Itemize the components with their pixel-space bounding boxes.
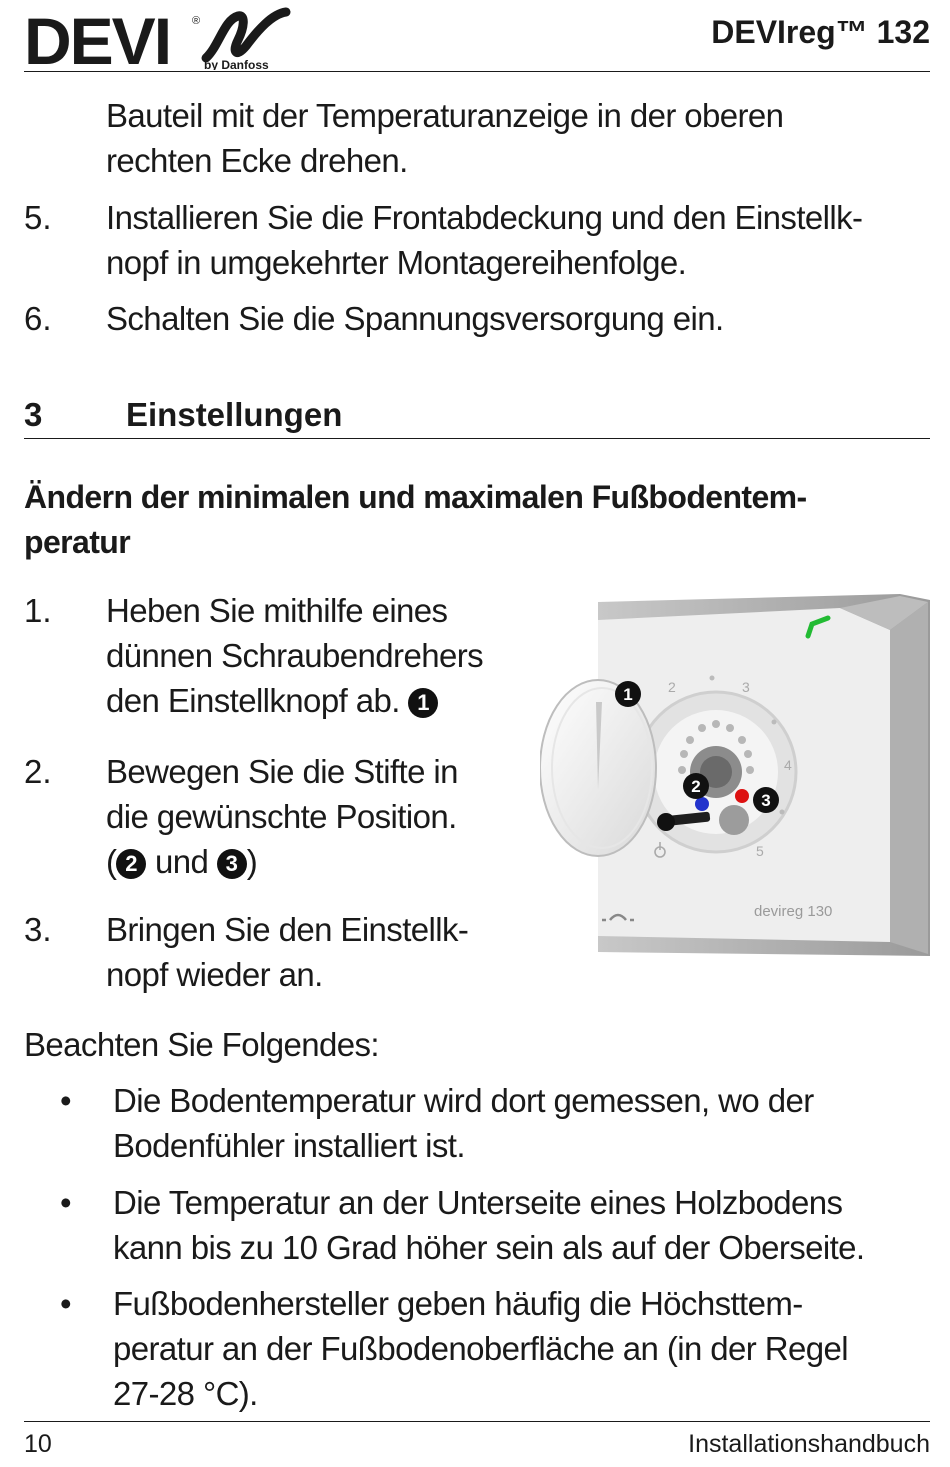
logo-subtitle: by Danfoss	[204, 58, 269, 70]
settings-step-text: Heben Sie mithilfe eines	[106, 592, 448, 629]
settings-step-text: Bewegen Sie die Stifte in	[106, 753, 458, 790]
callout-3-badge: 3	[217, 849, 247, 879]
settings-step-number: 2.	[24, 753, 52, 790]
header-rule	[24, 71, 930, 72]
settings-step-number: 1.	[24, 592, 52, 629]
section-rule	[24, 438, 930, 439]
und-text: und	[146, 843, 217, 880]
dial-number: 5	[756, 843, 764, 859]
notes-intro: Beachten Sie Folgendes:	[24, 1026, 379, 1063]
danfoss-wave-icon	[206, 12, 286, 58]
logo-registered-mark: ®	[192, 15, 201, 27]
callout-3-marker	[753, 787, 779, 813]
continuation-line-2: rechten Ecke drehen.	[106, 142, 408, 179]
thermostat-illustration	[540, 590, 932, 960]
footer-rule	[24, 1421, 930, 1422]
settings-step-text: die gewünschte Position.	[106, 798, 457, 835]
callout-2-marker	[683, 773, 709, 799]
subsection-title-line-1: Ändern der minimalen und maximalen Fußbodentem-	[24, 479, 807, 515]
section-number: 3	[24, 396, 43, 433]
callout-1-badge: 1	[408, 688, 438, 718]
bullet-icon: •	[60, 1285, 72, 1322]
settings-step-text: nopf wieder an.	[106, 956, 323, 993]
subsection-title	[24, 475, 924, 565]
dial-number: 2	[668, 679, 676, 695]
paren-close: )	[246, 843, 258, 880]
dial-number: 4	[784, 757, 792, 773]
subsection-title-line-2: peratur	[24, 524, 131, 560]
note-text: 27-28 °C).	[113, 1375, 258, 1412]
settings-step-number: 3.	[24, 911, 52, 948]
svg-text:1: 1	[623, 685, 633, 704]
document-title: Installationshandbuch	[688, 1430, 930, 1458]
callout-1-marker	[615, 681, 641, 707]
note-text: Die Temperatur an der Unterseite eines Holzbodens	[113, 1184, 843, 1221]
settings-step-callouts	[106, 839, 257, 884]
install-step-number: 6.	[24, 300, 52, 337]
note-text: Die Bodentemperatur wird dort gemessen, wo der	[113, 1082, 814, 1119]
continuation-line-1: Bauteil mit der Temperaturanzeige in der oberen	[106, 97, 784, 134]
bullet-icon: •	[60, 1082, 72, 1119]
page-number: 10	[24, 1430, 52, 1458]
install-step-text: nopf in umgekehrter Montagereihenfolge.	[106, 244, 687, 281]
device-label: devireg 130	[754, 903, 833, 920]
svg-text:3: 3	[761, 791, 771, 810]
note-text: kann bis zu 10 Grad höher sein als auf der Oberseite.	[113, 1229, 865, 1266]
product-name: DEVIreg™ 132	[711, 14, 930, 50]
svg-text:2: 2	[691, 777, 701, 796]
note-text: peratur an der Fußbodenoberfläche an (in der Regel	[113, 1330, 848, 1367]
note-text: Bodenfühler installiert ist.	[113, 1127, 465, 1164]
settings-step-text: dünnen Schraubendrehers	[106, 637, 483, 674]
devi-logo	[24, 6, 294, 70]
setting-knob	[540, 680, 656, 856]
install-step-text: Installieren Sie die Frontabdeckung und den Einstellk-	[106, 199, 863, 236]
install-step-text: Schalten Sie die Spannungsversorgung ein.	[106, 300, 724, 337]
settings-step-text: Bringen Sie den Einstellk-	[106, 911, 469, 948]
note-text: Fußbodenhersteller geben häufig die Höchsttem-	[113, 1285, 803, 1322]
dial-number: 3	[742, 679, 750, 695]
bullet-icon: •	[60, 1184, 72, 1221]
logo-text: DEVI	[24, 6, 171, 70]
section-title: Einstellungen	[126, 396, 343, 433]
max-pin-red	[735, 789, 749, 803]
callout-2-badge: 2	[116, 849, 146, 879]
settings-step-text-with-callout	[106, 678, 438, 723]
paren-open: (	[106, 843, 117, 880]
settings-step-text: den Einstellknopf ab.	[106, 682, 400, 719]
min-pin-blue	[695, 797, 709, 811]
install-step-number: 5.	[24, 199, 52, 236]
